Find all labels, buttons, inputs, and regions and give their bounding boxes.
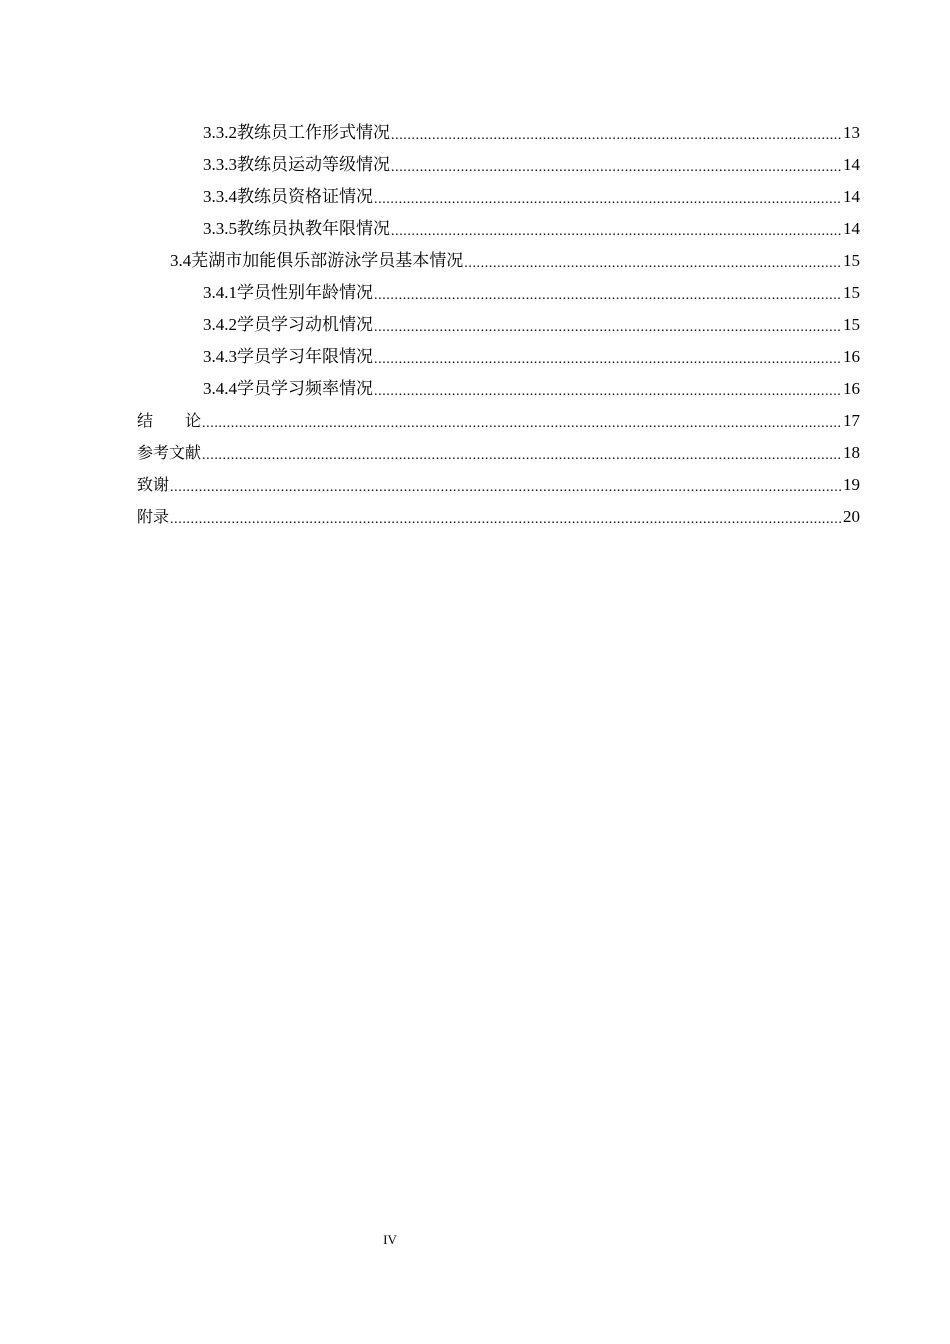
- toc-entry-number: 3.4.1: [203, 283, 237, 302]
- toc-entry-title: 教练员运动等级情况: [237, 155, 390, 174]
- toc-entry-number: 3.3.4: [203, 187, 237, 206]
- toc-entry-title: 学员学习动机情况: [237, 315, 373, 334]
- toc-entry-3-4-1[interactable]: [0, 277, 950, 309]
- toc-entry-page: 14: [843, 219, 860, 238]
- toc-entry-number: 3.3.2: [203, 123, 237, 142]
- toc-entry-page: 16: [843, 379, 860, 398]
- toc-entry-title: 教练员工作形式情况: [237, 123, 390, 142]
- toc-entry-3-3-4[interactable]: [0, 181, 950, 213]
- toc-dot-leader: [374, 376, 842, 408]
- toc-entry-3-3-3[interactable]: [0, 149, 950, 181]
- toc-dot-leader: [391, 152, 842, 184]
- page-number: IV: [383, 1232, 397, 1247]
- toc-entry-page: 18: [843, 443, 860, 462]
- toc-entry-page: 19: [843, 475, 860, 494]
- page-footer: [0, 1232, 780, 1248]
- toc-entry-title: 学员学习频率情况: [237, 379, 373, 398]
- toc-entry-3-4-4[interactable]: [0, 373, 950, 405]
- toc-entry-title: 附录: [137, 507, 170, 526]
- toc-entry-3-4-3[interactable]: [0, 341, 950, 373]
- toc-entry-page: 15: [843, 315, 860, 334]
- toc-entry-3-3-5[interactable]: [0, 213, 950, 245]
- toc-entry-title: 芜湖市加能俱乐部游泳学员基本情况: [191, 251, 464, 270]
- toc-entry-title: 致谢: [137, 475, 170, 494]
- toc-entry-page: 14: [843, 155, 860, 174]
- toc-entry-page: 15: [843, 283, 860, 302]
- toc-entry-number: 3.3.5: [203, 219, 237, 238]
- toc-entry-page: 14: [843, 187, 860, 206]
- toc-dot-leader: [391, 120, 842, 152]
- toc-entry-acknowledgements[interactable]: [0, 469, 950, 501]
- toc-entry-title: 教练员资格证情况: [237, 187, 373, 206]
- toc-entry-number: 3.4.3: [203, 347, 237, 366]
- toc-entry-3-4-2[interactable]: [0, 309, 950, 341]
- table-of-contents: [0, 117, 950, 533]
- toc-entry-number: 3.4.4: [203, 379, 237, 398]
- toc-entry-3-3-2[interactable]: [0, 117, 950, 149]
- toc-dot-leader: [374, 280, 842, 312]
- toc-dot-leader: [374, 312, 842, 344]
- toc-entry-appendix[interactable]: [0, 501, 950, 533]
- toc-entry-title: 参考文献: [137, 443, 202, 462]
- toc-entry-conclusion[interactable]: [0, 405, 950, 437]
- toc-entry-number: 3.3.3: [203, 155, 237, 174]
- toc-dot-leader: [202, 440, 842, 472]
- toc-entry-page: 20: [843, 507, 860, 526]
- toc-entry-page: 15: [843, 251, 860, 270]
- toc-entry-page: 16: [843, 347, 860, 366]
- toc-dot-leader: [374, 344, 842, 376]
- toc-entry-3-4[interactable]: [0, 245, 950, 277]
- toc-entry-title: 结 论: [137, 411, 202, 430]
- toc-entry-references[interactable]: [0, 437, 950, 469]
- toc-dot-leader: [374, 184, 842, 216]
- toc-entry-number: 3.4.2: [203, 315, 237, 334]
- toc-entry-number: 3.4: [170, 251, 192, 270]
- toc-entry-title: 学员性别年龄情况: [237, 283, 373, 302]
- toc-entry-page: 13: [843, 123, 860, 142]
- toc-dot-leader: [391, 216, 842, 248]
- toc-dot-leader: [464, 248, 842, 280]
- toc-entry-page: 17: [843, 411, 860, 430]
- toc-dot-leader: [202, 408, 842, 440]
- toc-dot-leader: [170, 472, 842, 504]
- toc-dot-leader: [170, 504, 842, 536]
- toc-entry-title: 教练员执教年限情况: [237, 219, 390, 238]
- toc-entry-title: 学员学习年限情况: [237, 347, 373, 366]
